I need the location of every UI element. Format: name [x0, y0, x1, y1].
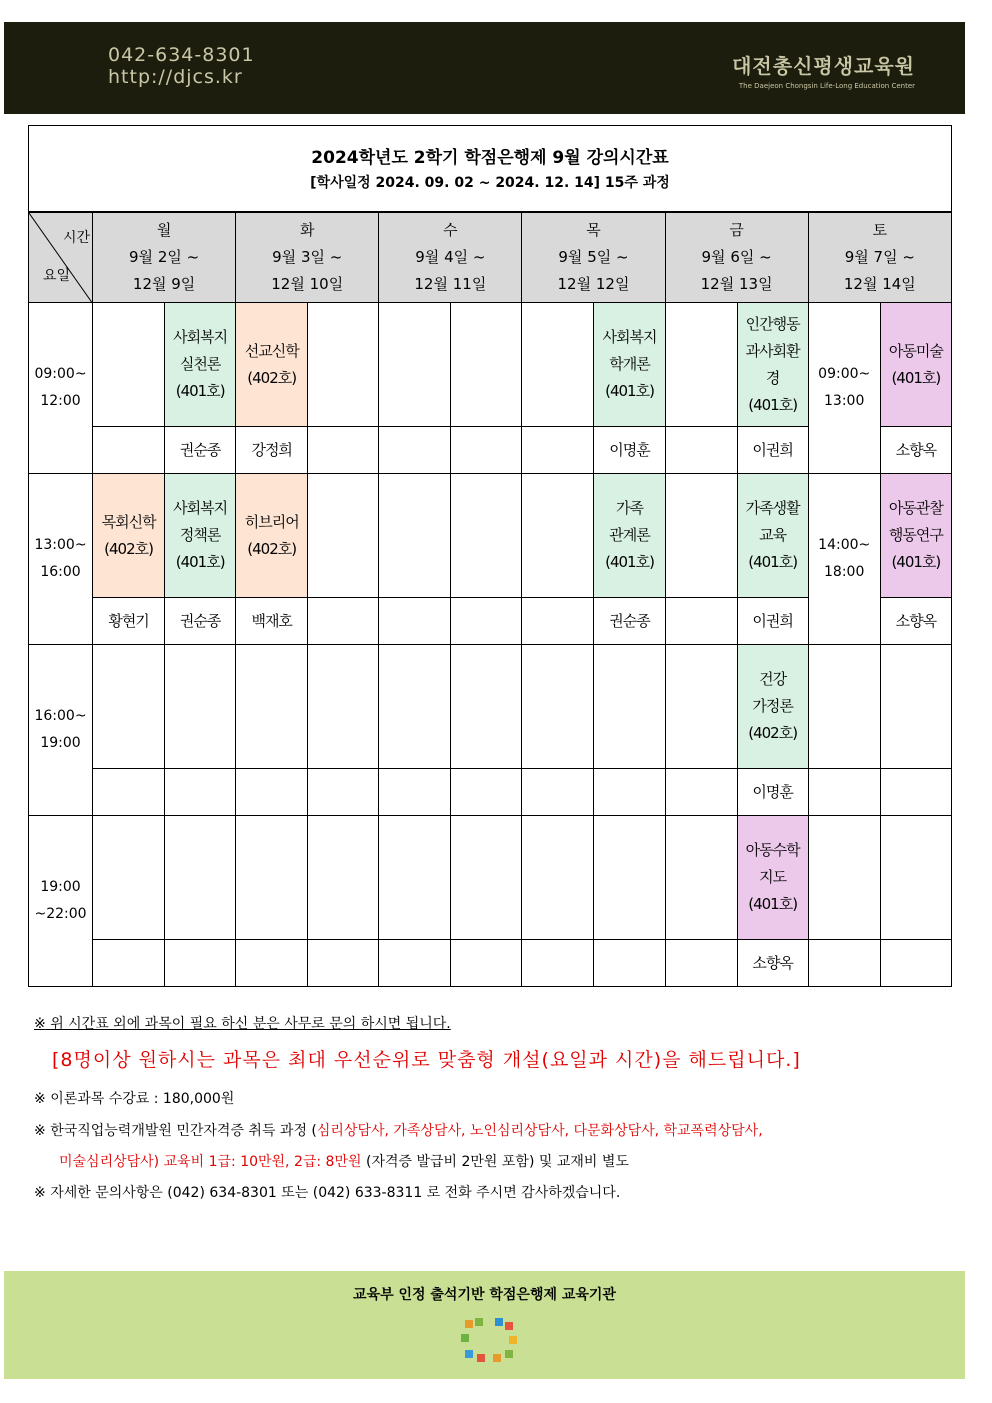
- timetable-subtitle: [학사일정 2024. 09. 02 ~ 2024. 12. 14] 15주 과정: [310, 175, 670, 192]
- day-range-start: 9월 7일 ~: [844, 247, 915, 266]
- time-end: 12:00: [40, 393, 81, 409]
- footer-text: 교육부 인정 출석기반 학점은행제 교육기관: [353, 1287, 616, 1303]
- course-cell: [594, 303, 665, 427]
- empty-cell: [451, 598, 522, 645]
- empty-cell: [808, 645, 880, 769]
- phone-number: 042-634-8301: [108, 44, 255, 66]
- course-room: (401호): [175, 382, 225, 400]
- website-url[interactable]: http://djcs.kr: [108, 66, 243, 88]
- time-end: 18:00: [824, 564, 865, 580]
- empty-cell: [236, 645, 308, 769]
- empty-cell: [594, 645, 665, 769]
- note-highlight: 심리상담사, 가족상담사, 노인심리상담사, 다문화상담사, 학교폭력상담사,: [316, 1123, 763, 1139]
- day-range-start: 9월 6일 ~: [701, 247, 772, 266]
- empty-cell: [451, 816, 522, 940]
- empty-cell: [451, 474, 522, 598]
- course-name: 실천론: [179, 355, 221, 373]
- empty-cell: [379, 769, 451, 816]
- time-slot-2: [29, 474, 93, 645]
- course-name: 과사회환: [745, 341, 800, 360]
- course-name: 경: [765, 368, 780, 387]
- empty-cell: [665, 474, 737, 598]
- day-range-start: 9월 5일 ~: [558, 247, 629, 266]
- course-cell: [594, 474, 665, 598]
- course-name: 목회신학: [101, 512, 156, 531]
- note-line-5: [59, 1151, 629, 1171]
- empty-cell: [308, 427, 379, 474]
- course-cell: [737, 816, 808, 940]
- course-cell: [737, 474, 808, 598]
- empty-cell: [594, 769, 665, 816]
- professor-name: 이명훈: [594, 427, 665, 474]
- day-range-start: 9월 4일 ~: [415, 247, 486, 266]
- empty-cell: [665, 940, 737, 987]
- note-line-1: [34, 1013, 451, 1033]
- empty-cell: [165, 769, 236, 816]
- course-name: 정책론: [179, 526, 221, 544]
- professor-name: 이권희: [737, 598, 808, 645]
- empty-cell: [308, 940, 379, 987]
- course-cell: [880, 474, 951, 598]
- empty-cell: [165, 940, 236, 987]
- empty-cell: [522, 427, 594, 474]
- note-text: 한국직업능력개발원 민간자격증 취득 과정 (: [50, 1123, 317, 1139]
- empty-cell: [880, 940, 951, 987]
- course-name: 인간행동: [745, 314, 800, 333]
- course-cell: [236, 303, 308, 427]
- empty-cell: [308, 645, 379, 769]
- empty-cell: [808, 816, 880, 940]
- day-name: 수: [443, 220, 458, 239]
- day-header-tue: [236, 212, 379, 303]
- empty-cell: [93, 427, 165, 474]
- empty-cell: [379, 303, 451, 427]
- day-range-end: 12월 13일: [700, 274, 773, 293]
- footer-banner: [4, 1271, 965, 1379]
- course-cell: [737, 303, 808, 427]
- course-room: (402호): [247, 539, 297, 558]
- course-room: (401호): [748, 553, 798, 571]
- course-room: (401호): [605, 382, 654, 400]
- header-banner: [4, 22, 965, 114]
- note-mark: ※: [34, 1091, 46, 1107]
- empty-cell: [93, 769, 165, 816]
- day-header-sat: [808, 212, 951, 303]
- course-name: 사회복지: [173, 328, 228, 346]
- course-name: 가정론: [752, 697, 793, 715]
- course-name: 사회복지: [602, 328, 657, 346]
- empty-cell: [880, 769, 951, 816]
- empty-cell: [451, 645, 522, 769]
- day-header-wed: [379, 212, 522, 303]
- empty-cell: [594, 940, 665, 987]
- empty-cell: [665, 598, 737, 645]
- empty-cell: [665, 769, 737, 816]
- empty-cell: [522, 769, 594, 816]
- empty-cell: [808, 769, 880, 816]
- note-line-6: [34, 1182, 620, 1202]
- professor-name: 강정희: [236, 427, 308, 474]
- course-cell: [93, 474, 165, 598]
- empty-cell: [379, 645, 451, 769]
- note-mark: ※: [34, 1016, 46, 1032]
- professor-name: 소향옥: [880, 427, 951, 474]
- time-end: 19:00: [40, 735, 81, 751]
- empty-cell: [93, 645, 165, 769]
- note-highlight: 미술심리상담사) 교육비 1급: 10만원, 2급: 8만원: [59, 1154, 362, 1170]
- note-mark: ※: [34, 1185, 46, 1201]
- empty-cell: [808, 940, 880, 987]
- course-name: 지도: [759, 868, 787, 886]
- note-text: (자격증 발급비 2만원 포함) 및 교재비 별도: [361, 1154, 629, 1170]
- empty-cell: [93, 940, 165, 987]
- course-room: (401호): [891, 553, 941, 571]
- day-name: 목: [586, 220, 601, 239]
- empty-cell: [522, 474, 594, 598]
- time-end: 16:00: [40, 564, 81, 580]
- empty-cell: [451, 427, 522, 474]
- time-start: 09:00~: [34, 366, 87, 382]
- course-name: 건강: [759, 670, 787, 688]
- empty-cell: [308, 816, 379, 940]
- time-slot-3: [29, 645, 93, 816]
- day-range-end: 12월 12일: [557, 274, 630, 293]
- professor-name: 소향옥: [880, 598, 951, 645]
- empty-cell: [451, 303, 522, 427]
- course-name: 관계론: [609, 526, 650, 544]
- day-range-end: 12월 14일: [843, 274, 916, 293]
- professor-name: 권순종: [594, 598, 665, 645]
- time-start: 09:00~: [818, 366, 871, 382]
- course-cell: [236, 474, 308, 598]
- time-start: 14:00~: [818, 537, 871, 553]
- empty-cell: [93, 816, 165, 940]
- course-cell: [165, 303, 236, 427]
- professor-name: 백재호: [236, 598, 308, 645]
- corner-header: [29, 212, 93, 303]
- day-name: 토: [872, 220, 888, 239]
- course-cell: [165, 474, 236, 598]
- course-name: 교육: [759, 526, 787, 544]
- course-room: (401호): [891, 368, 941, 387]
- day-range-start: 9월 3일 ~: [272, 247, 343, 266]
- professor-name: 이권희: [737, 427, 808, 474]
- empty-cell: [522, 303, 594, 427]
- course-room: (402호): [247, 368, 297, 387]
- time-end: 13:00: [824, 393, 865, 409]
- empty-cell: [594, 816, 665, 940]
- course-name: 아동관찰: [888, 499, 943, 517]
- course-room: (402호): [748, 724, 798, 742]
- course-room: (401호): [748, 895, 798, 913]
- empty-cell: [379, 474, 451, 598]
- course-name: 행동연구: [888, 526, 943, 544]
- course-cell: [880, 303, 951, 427]
- course-name: 선교신학: [244, 341, 299, 360]
- day-range-start: 9월 2일 ~: [129, 247, 200, 266]
- sat-time-slot-1: [808, 303, 880, 474]
- time-start: 13:00~: [34, 537, 87, 553]
- empty-cell: [236, 769, 308, 816]
- course-name: 아동미술: [888, 341, 943, 360]
- time-end: ~22:00: [34, 906, 87, 922]
- professor-name: 소향옥: [737, 940, 808, 987]
- sat-time-slot-2: [808, 474, 880, 645]
- professor-name: 황현기: [93, 598, 165, 645]
- day-name: 화: [299, 220, 315, 239]
- course-room: (402호): [104, 539, 153, 558]
- empty-cell: [379, 598, 451, 645]
- contact-info: [108, 44, 255, 88]
- professor-name: 권순종: [165, 427, 236, 474]
- day-name: 금: [729, 220, 744, 239]
- timetable-title-cell: [29, 126, 952, 212]
- empty-cell: [522, 816, 594, 940]
- empty-cell: [308, 769, 379, 816]
- org-name-korean: 대전총신평생교육원: [732, 54, 915, 78]
- day-header-fri: [665, 212, 808, 303]
- course-name: 가족: [616, 499, 643, 517]
- course-name: 아동수학: [745, 841, 800, 859]
- course-name: 히브리어: [244, 512, 299, 531]
- course-name: 학개론: [609, 355, 650, 373]
- time-start: 19:00: [40, 879, 81, 895]
- note-line-3: [34, 1088, 234, 1108]
- day-name: 월: [156, 220, 172, 239]
- empty-cell: [308, 598, 379, 645]
- note-text: 이론과목 수강료 : 180,000원: [50, 1091, 235, 1107]
- note-text: 위 시간표 외에 과목이 필요 하신 분은 사무로 문의 하시면 됩니다.: [50, 1016, 451, 1032]
- course-name: 사회복지: [173, 499, 228, 517]
- professor-name: 권순종: [165, 598, 236, 645]
- empty-cell: [236, 940, 308, 987]
- empty-cell: [665, 427, 737, 474]
- empty-cell: [308, 474, 379, 598]
- empty-cell: [880, 645, 951, 769]
- empty-cell: [522, 598, 594, 645]
- empty-cell: [880, 816, 951, 940]
- course-room: (401호): [605, 553, 654, 571]
- empty-cell: [379, 816, 451, 940]
- empty-cell: [379, 427, 451, 474]
- day-header-mon: [93, 212, 236, 303]
- empty-cell: [451, 940, 522, 987]
- org-name-english: The Daejeon Chongsin Life-Long Education Center: [738, 82, 915, 90]
- empty-cell: [665, 816, 737, 940]
- empty-cell: [522, 645, 594, 769]
- course-room: (401호): [175, 553, 225, 571]
- empty-cell: [665, 645, 737, 769]
- time-start: 16:00~: [34, 708, 87, 724]
- empty-cell: [308, 303, 379, 427]
- day-range-end: 12월 9일: [132, 274, 196, 293]
- empty-cell: [379, 940, 451, 987]
- day-range-end: 12월 11일: [414, 274, 487, 293]
- corner-day-label: 요일: [43, 268, 71, 284]
- course-cell: [737, 645, 808, 769]
- timetable: [28, 125, 952, 987]
- empty-cell: [165, 645, 236, 769]
- time-slot-4: [29, 816, 93, 987]
- organization-name: [732, 50, 915, 90]
- corner-time-label: 시간: [62, 229, 91, 246]
- course-room: (401호): [748, 395, 798, 414]
- empty-cell: [665, 303, 737, 427]
- empty-cell: [522, 940, 594, 987]
- note-line-4: [34, 1120, 763, 1140]
- empty-cell: [93, 303, 165, 427]
- day-range-end: 12월 10일: [271, 274, 344, 293]
- empty-cell: [451, 769, 522, 816]
- empty-cell: [236, 816, 308, 940]
- note-line-2: [8명이상 원하시는 과목은 최대 우선순위로 맞춤형 개설(요일과 시간)을 해드립니다.]: [52, 1049, 801, 1071]
- accreditation-logo-icon: [459, 1316, 519, 1364]
- day-header-thu: [522, 212, 665, 303]
- note-text: 자세한 문의사항은 (042) 634-8301 또는 (042) 633-8311 로 전화 주시면 감사하겠습니다.: [50, 1185, 621, 1201]
- course-name: 가족생활: [745, 499, 800, 517]
- note-mark: ※: [34, 1123, 46, 1139]
- timetable-title: 2024학년도 2학기 학점은행제 9월 강의시간표: [311, 148, 669, 169]
- time-slot-1: [29, 303, 93, 474]
- empty-cell: [165, 816, 236, 940]
- professor-name: 이명훈: [737, 769, 808, 816]
